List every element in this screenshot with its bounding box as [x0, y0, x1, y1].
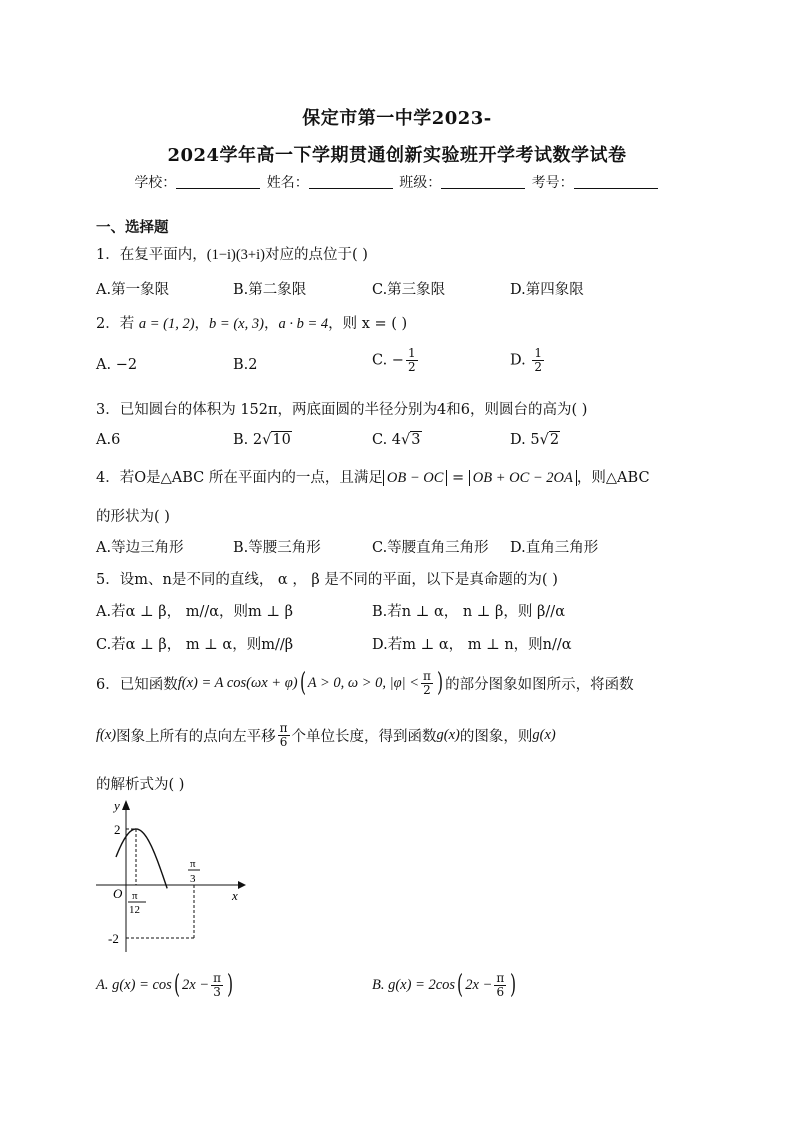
q1-option-a[interactable]: A.第一象限: [96, 282, 170, 298]
q6-cond-fraction: [421, 670, 433, 697]
q2-sep-1: ，: [194, 316, 210, 332]
q1-text-b: 对应的点位于( ): [264, 247, 368, 263]
q4-option-c[interactable]: C.等腰直角三角形: [372, 540, 489, 556]
title-line-2: 2024学年高一下学期贯通创新实验班开学考试数学试卷: [167, 145, 627, 166]
q4-text-b: ，则△ABC: [576, 470, 650, 486]
q6-shift-num: π: [279, 721, 288, 735]
x-axis-arrow-icon: [238, 881, 246, 889]
q2-option-c-fraction: [406, 347, 418, 374]
x-tick2-den: 3: [190, 873, 196, 885]
q6-function-graph: [92, 796, 252, 956]
q6-text-c: 个单位长度，得到函数: [291, 729, 437, 745]
q2-option-d-fraction: [532, 347, 544, 374]
q6-gx-1: g(x): [436, 727, 460, 743]
q6-a-paren-close: ): [227, 970, 234, 1000]
q2-option-b[interactable]: B.2: [233, 357, 258, 373]
q6-text-a: 6．已知函数: [96, 676, 178, 693]
x-tick1-num: π: [132, 890, 138, 902]
q2-vector-b: b = (x, 3): [209, 316, 264, 332]
q6-shift-den: 6: [279, 735, 288, 749]
q6-text-shift: 图象上所有的点向左平移: [116, 729, 276, 745]
q6-b-num: π: [496, 970, 505, 985]
q2-c-den: 2: [407, 360, 416, 374]
q3-c-radicand: 3: [411, 432, 421, 448]
q2-number: 2．若: [96, 316, 139, 332]
q6-a-inner: 2x −: [181, 976, 210, 993]
q2-option-a[interactable]: A. −2: [96, 357, 138, 373]
q5-option-d[interactable]: D.若m ⊥ α， m ⊥ n，则n//α: [372, 637, 572, 653]
q3-option-c[interactable]: C. 4√3: [372, 432, 421, 448]
q6-a-den: 3: [213, 984, 221, 999]
q6-cond-num: π: [423, 668, 431, 683]
q6-a-paren-open: (: [173, 970, 180, 1000]
q5-option-c[interactable]: C.若α ⊥ β， m ⊥ α，则m//β: [96, 637, 294, 653]
q6-b-prefix: B. g(x) = 2cos: [372, 976, 456, 993]
y-max-label: 2: [114, 822, 121, 837]
y-axis-arrow-icon: [122, 800, 130, 810]
q2-c-num: 1: [407, 346, 416, 360]
q5-option-a[interactable]: A.若α ⊥ β， m//α，则m ⊥ β: [96, 604, 294, 620]
school-blank[interactable]: [176, 175, 260, 189]
q3-b-radicand: 10: [272, 432, 291, 448]
section-heading: 一、选择题: [96, 219, 169, 236]
q6-a-fraction: [211, 972, 223, 999]
name-label: 姓名：: [266, 175, 309, 191]
q6-a-num: π: [213, 970, 221, 985]
y-min-label: -2: [108, 931, 119, 946]
q2-option-c[interactable]: [372, 347, 420, 374]
q6-b-inner: 2x −: [465, 976, 493, 993]
question-2-stem: [96, 312, 407, 333]
q1-option-c[interactable]: C.第三象限: [372, 282, 446, 298]
x-tick2-num: π: [190, 858, 196, 870]
q6-b-paren-close: ): [510, 970, 517, 1000]
q1-option-d[interactable]: D.第四象限: [510, 282, 584, 298]
q2-dot-product: a · b = 4: [278, 316, 329, 332]
q2-option-d[interactable]: [510, 347, 546, 374]
q6-condition: A > 0, ω > 0, |φ| <: [307, 674, 420, 691]
q6-cond-den: 2: [423, 682, 431, 697]
question-4-stem: [96, 466, 650, 487]
q4-option-b[interactable]: B.等腰三角形: [233, 540, 321, 556]
q6-option-b[interactable]: [372, 970, 518, 1000]
q4-lhs: OB − OC: [383, 470, 448, 486]
q6-text-b: 的部分图象如图所示，将函数: [445, 676, 634, 693]
q4-stem-continued: 的形状为( ): [96, 509, 170, 525]
q3-b-prefix: B. 2: [233, 432, 263, 448]
q6-paren-close: ): [436, 668, 444, 698]
q2-d-num: 1: [534, 346, 542, 360]
q2-d-den: 2: [534, 360, 542, 374]
name-blank[interactable]: [309, 175, 393, 189]
q2-option-d-prefix: D.: [510, 352, 531, 369]
q6-b-den: 6: [496, 984, 505, 999]
question-5-stem: 5．设m、n是不同的直线， α ， β 是不同的平面，以下是真命题的为( ): [96, 572, 558, 588]
q6-a-prefix: A. g(x) = cos: [96, 976, 172, 993]
student-info-line: [0, 172, 794, 192]
q3-c-prefix: C. 4: [372, 432, 402, 448]
q3-option-d[interactable]: D. 5√2: [510, 432, 560, 448]
q3-option-b[interactable]: B. 2√10: [233, 432, 291, 448]
class-blank[interactable]: [441, 175, 525, 189]
q6-line-3: 的解析式为( ): [96, 777, 185, 793]
school-label: 学校：: [134, 175, 177, 191]
q4-rhs: OB + OC − 2OA: [469, 470, 577, 486]
title-line-1: 保定市第一中学2023-: [302, 108, 492, 129]
q6-text-e: 的图象，则: [459, 729, 533, 745]
q2-vector-a: a = (1, 2): [138, 316, 195, 332]
q1-option-b[interactable]: B.第二象限: [233, 282, 307, 298]
question-3-stem: 3．已知圆台的体积为 152π，两底面圆的半径分别为4和6，则圆台的高为( ): [96, 402, 588, 418]
question-6-stem: [96, 668, 634, 698]
q6-function: f(x) = A cos(ωx + φ): [177, 674, 298, 691]
q6-fx: f(x): [96, 727, 117, 743]
q3-option-a[interactable]: A.6: [96, 432, 121, 448]
q3-d-radicand: 2: [549, 432, 560, 448]
q6-b-paren-open: (: [457, 970, 464, 1000]
cosine-curve: [116, 829, 167, 888]
x-tick1-den: 12: [129, 904, 140, 916]
x-axis-label: x: [232, 888, 238, 903]
question-1-stem: [96, 243, 368, 264]
q1-expression: (1−i)(3+i): [206, 247, 265, 263]
q2-tail: ，则 x = ( ): [328, 316, 408, 332]
number-blank[interactable]: [574, 175, 658, 189]
q6-shift-fraction: [278, 722, 290, 749]
q4-text-a: 4．若O是△ABC 所在平面内的一点，且满足: [96, 470, 383, 486]
q1-text-a: 1．在复平面内，: [96, 247, 207, 263]
q4-eq: =: [447, 470, 469, 486]
number-label: 考号：: [531, 175, 574, 191]
q6-b-fraction: [494, 972, 506, 999]
origin-label: O: [113, 886, 123, 901]
q4-option-a[interactable]: A.等边三角形: [96, 540, 184, 556]
q6-option-a[interactable]: [96, 970, 235, 1000]
q3-d-prefix: D. 5: [510, 432, 540, 448]
q6-line-2: [96, 722, 556, 749]
q2-sep-2: ，: [263, 316, 279, 332]
class-label: 班级：: [399, 175, 442, 191]
y-axis-label: y: [114, 798, 120, 813]
q5-option-b[interactable]: B.若n ⊥ α， n ⊥ β，则 β//α: [372, 604, 565, 620]
q6-gx-2: g(x): [532, 727, 556, 743]
q4-option-d[interactable]: D.直角三角形: [510, 540, 599, 556]
q6-paren-open: (: [299, 668, 306, 698]
q2-option-c-prefix: C. −: [372, 352, 404, 369]
